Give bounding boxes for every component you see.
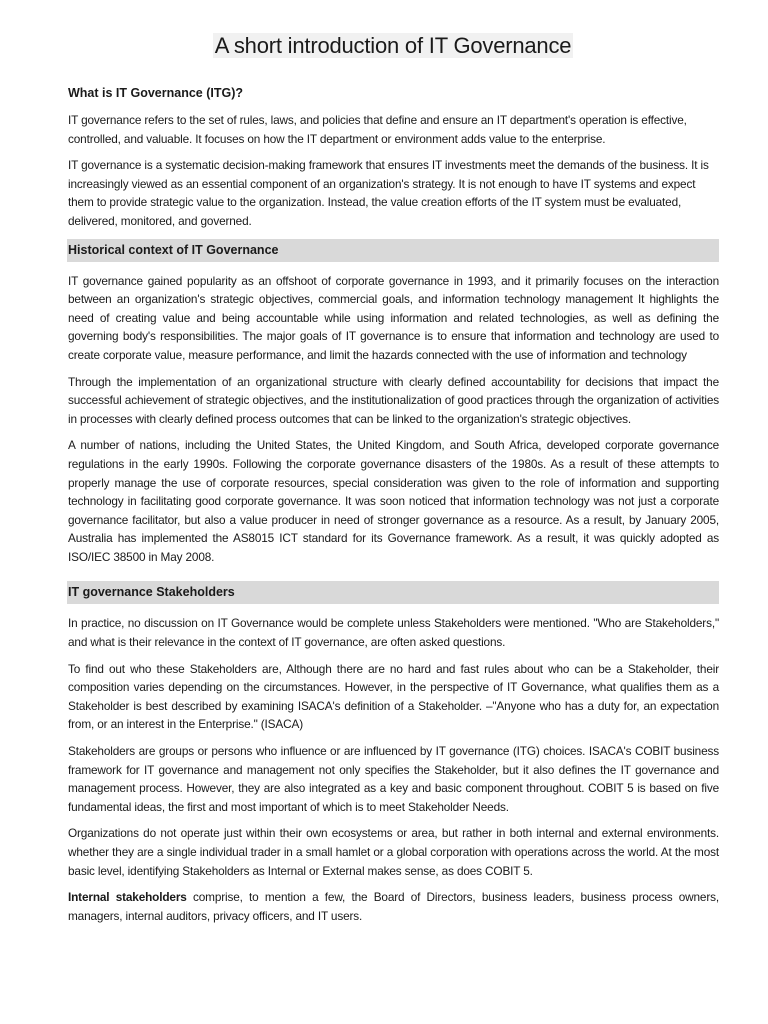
stakeholders-section-heading: IT governance Stakeholders xyxy=(67,581,719,604)
internal-stakeholders-text: comprise, to mention a few, the Board of Directors, business leaders, business process owners, managers, internal auditors, privacy officers, and IT users. xyxy=(68,890,719,923)
history-paragraph-1: IT governance gained popularity as an offshoot of corporate governance in 1993, and it primarily focuses on the interaction between an organization's strategic objectives, commercial goals, and information technology management It highlights the need of creating value and being accountable while using information and related technologies, as well as defining the governing body's responsibilities. The major goals of IT governance is to ensure that information and technology are used to create corporate value, measure performance, and limit the hazards connected with the use of information and technology xyxy=(68,273,719,362)
stakeholders-paragraph-2: To find out who these Stakeholders are, Although there are no hard and fast rules about who can be a Stakeholder, their composition varies depending on the circumstances. However, in the perspective of IT Governance, what qualifies them as a Stakeholder is best described by examining ISACA's definition of a Stakeholder. –"Anyone who has a duty for, an expectation from, or an interest in the Enterprise." (ISACA) xyxy=(68,661,719,732)
stakeholders-paragraph-3: Stakeholders are groups or persons who influence or are influenced by IT governance (ITG) choices. ISACA's COBIT business framework for IT governance and management not only specifies the Stakeholder, but it also defines the IT governance and management process. However, they are also integrated as a key and basic component throughout. COBIT 5 is based on five fundamental ideas, the first and most important of which is to meet Stakeholder Needs. xyxy=(68,744,719,814)
history-paragraph-2: Through the implementation of an organizational structure with clearly defined accountability for decisions that impact the successful achievement of strategic objectives, and the institutionalization of good practices through the organization of activities in processes with clearly defined process outcomes that can be linked to the organization's strategic objectives. xyxy=(68,374,719,426)
document-page xyxy=(67,30,719,933)
internal-stakeholders-term: Internal stakeholders xyxy=(68,890,187,905)
document-title xyxy=(67,30,719,62)
internal-stakeholders-paragraph xyxy=(68,888,719,925)
intro-heading: What is IT Governance (ITG)? xyxy=(68,86,244,100)
stakeholders-paragraph-4: Organizations do not operate just within their own ecosystems or area, but rather in both internal and external environments. whether they are a single individual trader in a small hamlet or a global corporation with operations across the world. At the most basic level, identifying Stakeholders as Internal or External makes sense, as does COBIT 5. xyxy=(68,826,719,878)
intro-paragraph-1: IT governance refers to the set of rules, laws, and policies that define and ensure an IT department's operation is effective, controlled, and valuable. It focuses on how the IT department or environment adds value to the enterprise. xyxy=(68,113,687,146)
history-paragraph-3: A number of nations, including the United States, the United Kingdom, and South Africa, developed corporate governance regulations in the early 1990s. Following the corporate governance disasters of the 1980s. As a result of these attempts to properly manage the use of corporate resources, special consideration was given to the role of information and supporting technology in facilitating good corporate governance. It was soon noticed that information technology was not just a corporate governance facilitator, but also a value producer in need of stronger governance as a resource. As a result, by January 2005, Australia has implemented the AS8015 ICT standard for its Governance framework. As a result, it was quickly adopted as ISO/IEC 38500 in May 2008. xyxy=(68,438,719,564)
intro-paragraph-2: IT governance is a systematic decision-making framework that ensures IT investments meet the demands of the business. It is increasingly viewed as an essential component of an organization's strategy. It is not enough to have IT systems and expect them to provide strategic value to the organization. Instead, the value creation efforts of the IT system must be evaluated, delivered, monitored, and governed. xyxy=(68,158,709,228)
document-title-text: A short introduction of IT Governance xyxy=(214,33,572,58)
history-section-heading: Historical context of IT Governance xyxy=(67,239,719,262)
stakeholders-paragraph-1: In practice, no discussion on IT Governance would be complete unless Stakeholders were mentioned. "Who are Stakeholders," and what is their relevance in the context of IT governance, are often asked questions. xyxy=(68,616,719,650)
